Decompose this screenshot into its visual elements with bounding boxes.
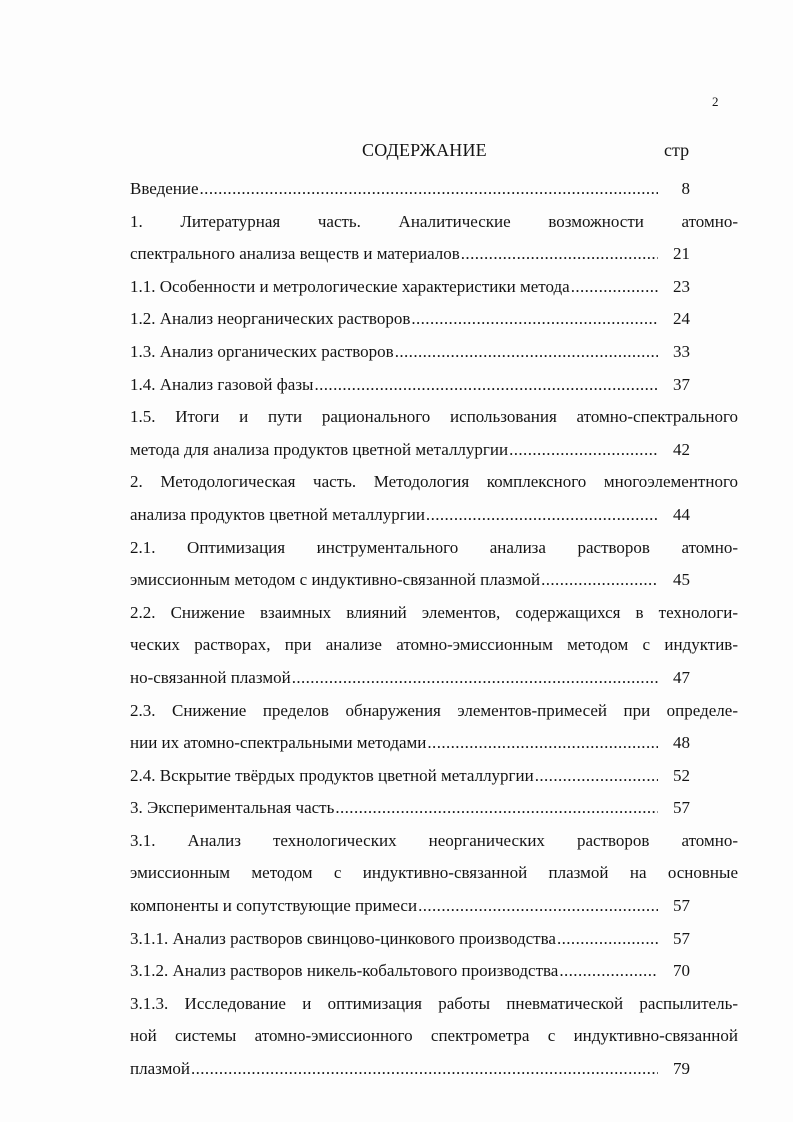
dot-leader bbox=[461, 238, 658, 271]
toc-entry-line bbox=[130, 271, 690, 304]
toc-entry-line bbox=[130, 1053, 690, 1086]
toc-entry-text: 1.5. Итоги и пути рационального использования атомно-спектрального bbox=[130, 407, 738, 427]
toc-entry-text: 3.1.3. Исследование и оптимизация работы пневматической распылитель- bbox=[130, 993, 738, 1013]
dot-leader bbox=[427, 727, 658, 760]
toc-entry[interactable] bbox=[130, 532, 740, 597]
toc-entry[interactable] bbox=[130, 988, 740, 1086]
toc-entry[interactable] bbox=[130, 369, 740, 402]
dot-leader bbox=[557, 923, 658, 956]
toc-heading bbox=[0, 140, 793, 164]
dot-leader bbox=[541, 564, 658, 597]
dot-leader bbox=[559, 955, 658, 988]
toc-entry-line bbox=[130, 336, 690, 369]
toc-entry-page: 79 bbox=[673, 1059, 690, 1079]
toc-entry-line bbox=[130, 369, 690, 402]
toc-entry-text: ной системы атомно-эмиссионного спектрометра с индуктивно-связанной bbox=[130, 1026, 738, 1046]
toc-entry-page: 57 bbox=[673, 928, 690, 948]
toc-entry[interactable] bbox=[130, 597, 740, 695]
toc-entry-text: 2.4. Вскрытие твёрдых продуктов цветной металлургии bbox=[130, 765, 534, 785]
toc-entry-text: 3.1. Анализ технологических неорганических растворов атомно- bbox=[130, 830, 738, 850]
toc-entry[interactable] bbox=[130, 923, 740, 956]
toc-entry[interactable] bbox=[130, 825, 740, 923]
dot-leader bbox=[191, 1053, 658, 1086]
page-number: 2 bbox=[712, 94, 719, 109]
toc-entry[interactable] bbox=[130, 466, 740, 531]
toc-entry-text: ческих растворах, при анализе атомно-эмиссионным методом с индуктив- bbox=[130, 635, 738, 655]
toc-entry-page: 24 bbox=[673, 309, 690, 329]
page-column-label: стр bbox=[664, 140, 690, 160]
toc-entry-text: Введение bbox=[130, 179, 199, 198]
toc-entry-text: 3.1.2. Анализ растворов никель-кобальтового производства bbox=[130, 961, 559, 981]
table-of-contents bbox=[130, 173, 740, 1086]
toc-entry-line bbox=[130, 727, 690, 760]
toc-entry[interactable] bbox=[130, 303, 740, 336]
toc-entry-page: 70 bbox=[673, 961, 690, 981]
dot-leader bbox=[418, 890, 658, 923]
dot-leader bbox=[395, 336, 658, 369]
toc-entry-line bbox=[130, 173, 690, 206]
toc-entry-page: 48 bbox=[673, 733, 690, 753]
toc-entry-line bbox=[130, 499, 690, 532]
toc-entry-text: 2. Методологическая часть. Методология комплексного многоэлементного bbox=[130, 472, 738, 492]
toc-entry-text: нии их атомно-спектральными методами bbox=[130, 733, 427, 753]
toc-entry[interactable] bbox=[130, 401, 740, 466]
toc-entry[interactable] bbox=[130, 760, 740, 793]
toc-entry[interactable] bbox=[130, 955, 740, 988]
toc-title: СОДЕРЖАНИЕ bbox=[362, 140, 487, 160]
toc-entry[interactable] bbox=[130, 173, 740, 206]
toc-entry-text: плазмой bbox=[130, 1059, 190, 1079]
toc-entry-text: спектрального анализа веществ и материалов bbox=[130, 244, 460, 264]
toc-entry-line bbox=[130, 303, 690, 336]
toc-entry-text: эмиссионным методом с индуктивно-связанной плазмой на основные bbox=[130, 863, 738, 883]
toc-entry-page: 47 bbox=[673, 667, 690, 687]
toc-entry-page: 8 bbox=[681, 179, 690, 198]
toc-entry-text: 3.1.1. Анализ растворов свинцово-цинкового производства bbox=[130, 928, 556, 948]
toc-entry-text: 1.4. Анализ газовой фазы bbox=[130, 374, 314, 394]
toc-entry-line bbox=[130, 955, 690, 988]
toc-entry-page: 57 bbox=[673, 896, 690, 916]
toc-entry-line bbox=[130, 238, 690, 271]
toc-entry[interactable] bbox=[130, 792, 740, 825]
toc-entry-page: 23 bbox=[673, 276, 690, 296]
toc-entry-text: 2.3. Снижение пределов обнаружения элементов-примесей при определе- bbox=[130, 700, 738, 720]
toc-entry-page: 52 bbox=[673, 765, 690, 785]
toc-entry-page: 45 bbox=[673, 570, 690, 590]
dot-leader bbox=[509, 434, 658, 467]
toc-entry-line bbox=[130, 434, 690, 467]
toc-entry-line bbox=[130, 564, 690, 597]
toc-entry-line bbox=[130, 792, 690, 825]
toc-entry-line bbox=[130, 923, 690, 956]
dot-leader bbox=[426, 499, 658, 532]
toc-entry-text: 2.1. Оптимизация инструментального анализа растворов атомно- bbox=[130, 537, 738, 557]
toc-entry-line bbox=[130, 760, 690, 793]
toc-entry-page: 21 bbox=[673, 244, 690, 264]
toc-entry-page: 57 bbox=[673, 798, 690, 818]
toc-entry-page: 44 bbox=[673, 504, 690, 524]
toc-entry-text: компоненты и сопутствующие примеси bbox=[130, 896, 418, 916]
toc-entry-text: 3. Экспериментальная часть bbox=[130, 798, 335, 818]
toc-entry-text: 2.2. Снижение взаимных влияний элементов, содержащихся в технологи- bbox=[130, 602, 738, 622]
toc-entry-text: анализа продуктов цветной металлургии bbox=[130, 504, 425, 524]
toc-entry-text: 1.2. Анализ неорганических растворов bbox=[130, 309, 411, 329]
toc-entry-page: 37 bbox=[673, 374, 690, 394]
dot-leader bbox=[200, 173, 658, 206]
toc-entry-text: 1.3. Анализ органических растворов bbox=[130, 341, 394, 361]
toc-entry[interactable] bbox=[130, 206, 740, 271]
dot-leader bbox=[335, 792, 658, 825]
toc-entry-page: 33 bbox=[673, 341, 690, 361]
toc-entry-line bbox=[130, 890, 690, 923]
toc-entry-text: метода для анализа продуктов цветной металлургии bbox=[130, 439, 509, 459]
toc-entry-text: 1.1. Особенности и метрологические характеристики метода bbox=[130, 276, 570, 296]
toc-entry[interactable] bbox=[130, 271, 740, 304]
toc-entry-line bbox=[130, 662, 690, 695]
dot-leader bbox=[411, 303, 658, 336]
toc-entry[interactable] bbox=[130, 695, 740, 760]
toc-entry-text: но-связанной плазмой bbox=[130, 667, 291, 687]
dot-leader bbox=[535, 760, 658, 793]
toc-entry[interactable] bbox=[130, 336, 740, 369]
toc-entry-text: 1. Литературная часть. Аналитические возможности атомно- bbox=[130, 211, 738, 231]
dot-leader bbox=[571, 271, 658, 304]
dot-leader bbox=[292, 662, 658, 695]
dot-leader bbox=[314, 369, 658, 402]
toc-entry-page: 42 bbox=[673, 439, 690, 459]
toc-entry-text: эмиссионным методом с индуктивно-связанной плазмой bbox=[130, 570, 541, 590]
